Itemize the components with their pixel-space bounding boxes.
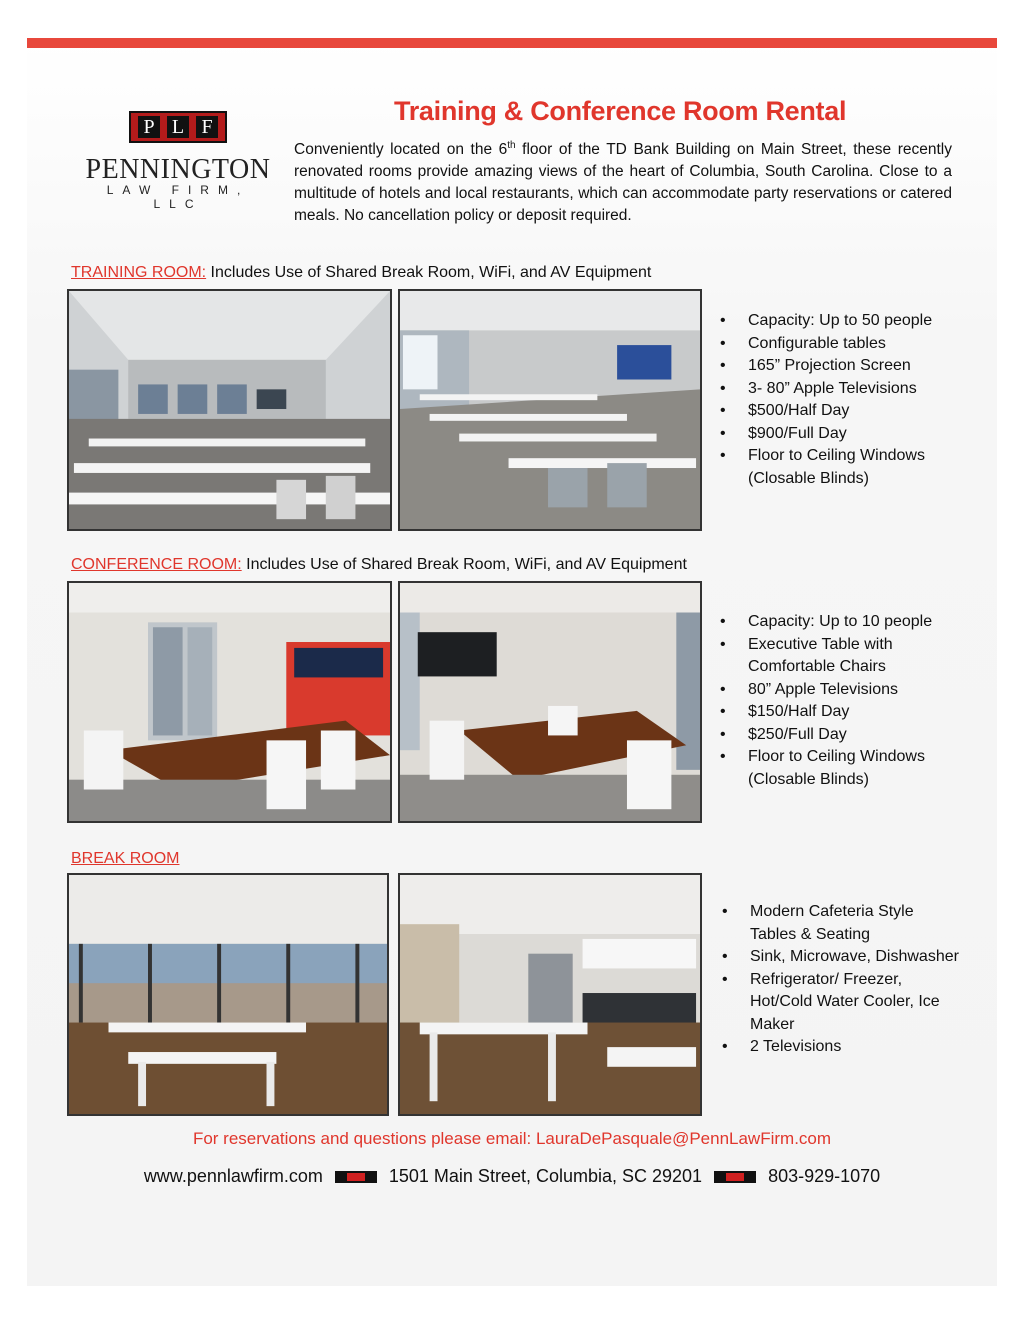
conference-room-features bbox=[718, 611, 958, 791]
conference-room-heading: CONFERENCE ROOM: Includes Use of Shared Break Room, WiFi, and AV Equipment bbox=[71, 556, 687, 573]
training-room-photo-2 bbox=[398, 289, 702, 531]
feature-item: • $150/Half Day bbox=[718, 701, 958, 724]
feature-item: • $900/Full Day bbox=[718, 423, 958, 446]
break-room-photo-2 bbox=[398, 873, 702, 1116]
feature-item: • $250/Full Day bbox=[718, 724, 958, 747]
intro-paragraph: Conveniently located on the 6th floor of the TD Bank Building on Main Street, these recently renovated rooms provide amazing views of the heart of Columbia, South Carolina. Close to a multitude of hotels and local restaurants, which can accommodate party reservations or catered meals. No cancellation policy or deposit required. bbox=[294, 140, 952, 225]
break-room-features bbox=[720, 901, 960, 1059]
conference-room-photo-1 bbox=[67, 581, 392, 823]
feature-item: • Capacity: Up to 10 people bbox=[718, 611, 958, 634]
training-room-features bbox=[718, 310, 958, 490]
feature-item: • Configurable tables bbox=[718, 333, 958, 356]
feature-item: • 165” Projection Screen bbox=[718, 355, 958, 378]
logo-letter: L bbox=[167, 116, 189, 138]
feature-item: • Refrigerator/ Freezer, Hot/Cold Water Cooler, Ice Maker bbox=[720, 969, 960, 1037]
separator-icon bbox=[335, 1171, 377, 1183]
feature-item: • Floor to Ceiling Windows (Closable Blinds) bbox=[718, 746, 958, 791]
conference-room-photo-2 bbox=[398, 581, 702, 823]
logo-firm-subtitle: LAW FIRM, LLC bbox=[106, 183, 250, 211]
footer bbox=[0, 1166, 1024, 1187]
feature-item: • 80” Apple Televisions bbox=[718, 679, 958, 702]
training-room-photo-1 bbox=[67, 289, 392, 531]
feature-item: • Modern Cafeteria Style Tables & Seating bbox=[720, 901, 960, 946]
feature-item: • 3- 80” Apple Televisions bbox=[718, 378, 958, 401]
feature-item: • Floor to Ceiling Windows (Closable Blinds) bbox=[718, 445, 958, 490]
feature-item: • Executive Table with Comfortable Chairs bbox=[718, 634, 958, 679]
reservation-contact[interactable]: For reservations and questions please email: LauraDePasquale@PennLawFirm.com bbox=[192, 1129, 832, 1148]
feature-item: • $500/Half Day bbox=[718, 400, 958, 423]
feature-item: • Sink, Microwave, Dishwasher bbox=[720, 946, 960, 969]
logo-letter: F bbox=[196, 116, 218, 138]
website-link[interactable]: www.pennlawfirm.com bbox=[143, 1166, 323, 1186]
break-room-photo-1 bbox=[67, 873, 389, 1116]
top-accent-bar bbox=[27, 38, 997, 48]
logo-firm-name: PENNINGTON bbox=[85, 154, 271, 185]
page-title: Training & Conference Room Rental bbox=[394, 96, 847, 126]
address: 1501 Main Street, Columbia, SC 29201 bbox=[388, 1166, 703, 1186]
phone-number[interactable]: 803-929-1070 bbox=[768, 1166, 881, 1186]
break-room-heading: BREAK ROOM bbox=[71, 850, 180, 867]
feature-item: • 2 Televisions bbox=[720, 1036, 960, 1059]
training-room-heading: TRAINING ROOM: Includes Use of Shared Break Room, WiFi, and AV Equipment bbox=[71, 264, 652, 281]
feature-item: • Capacity: Up to 50 people bbox=[718, 310, 958, 333]
logo-letter: P bbox=[138, 116, 160, 138]
separator-icon bbox=[714, 1171, 756, 1183]
plf-logo-mark bbox=[129, 111, 227, 143]
